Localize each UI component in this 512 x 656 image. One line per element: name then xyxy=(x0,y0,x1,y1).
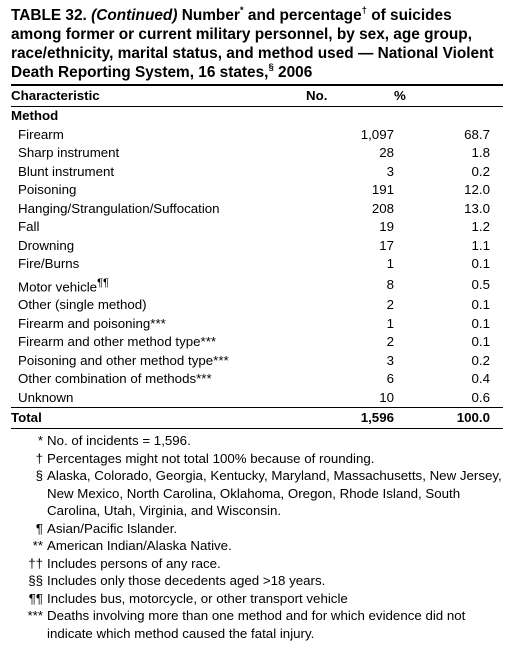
row-label-text: Firearm xyxy=(18,126,64,142)
row-label-text: Unknown xyxy=(18,389,74,405)
table-row xyxy=(11,255,503,274)
table-row xyxy=(11,163,503,182)
column-header-no: No. xyxy=(306,88,328,103)
total-row xyxy=(11,408,503,428)
footnote xyxy=(11,572,503,590)
title-text-c: of suicides among former or current military personnel, by sex, age group, race/ethnicity, marital status, and method used — National Violent Death Reporting System, 16 states, xyxy=(11,7,494,81)
table-row xyxy=(11,144,503,163)
table-row xyxy=(11,218,503,237)
footnote-mark: §§ xyxy=(28,573,43,589)
row-no: 3 xyxy=(386,163,394,179)
column-header-row xyxy=(11,86,503,106)
row-label xyxy=(11,200,306,219)
footnote xyxy=(11,537,503,555)
row-label xyxy=(11,218,306,237)
row-pct: 0.5 xyxy=(471,276,490,292)
title-text-b: and percentage xyxy=(247,7,362,24)
table-row xyxy=(11,352,503,371)
title-footnote-mark: † xyxy=(361,4,367,16)
row-pct: 0.4 xyxy=(471,371,490,387)
row-label-text: Fire/Burns xyxy=(18,256,80,271)
row-label xyxy=(11,274,306,297)
table-row xyxy=(11,237,503,256)
row-label xyxy=(11,315,306,334)
footnote-text: American Indian/Alaska Native. xyxy=(47,538,232,554)
total-label: Total xyxy=(11,410,42,426)
row-no: 3 xyxy=(386,352,394,368)
table-row xyxy=(11,315,503,334)
row-label-text: Drowning xyxy=(18,237,75,253)
total-no: 1,596 xyxy=(360,410,394,426)
row-pct: 1.8 xyxy=(471,145,490,160)
table-row xyxy=(11,181,503,200)
row-label xyxy=(11,333,306,352)
table-row xyxy=(11,126,503,145)
row-no: 8 xyxy=(386,276,394,292)
group-row xyxy=(11,107,503,126)
footnote-text: Includes bus, motorcycle, or other transport vehicle xyxy=(47,590,348,606)
title-text-a: Number xyxy=(181,7,240,24)
row-label-text: Blunt instrument xyxy=(18,163,115,179)
data-table xyxy=(11,86,503,429)
row-pct: 0.2 xyxy=(471,163,490,179)
table-row xyxy=(11,200,503,219)
footnote-mark: ¶ xyxy=(35,520,43,536)
row-pct: 1.2 xyxy=(471,219,490,234)
footnote-text: Includes persons of any race. xyxy=(47,555,221,571)
table-row xyxy=(11,370,503,389)
row-label-text: Firearm and other method type*** xyxy=(18,334,217,350)
row-label xyxy=(11,352,306,371)
footnote-mark: †† xyxy=(28,555,43,571)
footnote-mark: ** xyxy=(32,538,43,554)
row-label xyxy=(11,126,306,145)
footnote-text: No. of incidents = 1,596. xyxy=(47,433,191,449)
footnote-mark: † xyxy=(35,450,43,466)
column-header-characteristic: Characteristic xyxy=(11,88,100,103)
footnote xyxy=(11,607,503,642)
row-label-text: Hanging/Strangulation/Suffocation xyxy=(18,200,220,216)
footnote-text: Percentages might not total 100% because of rounding. xyxy=(47,450,375,466)
row-label-text: Other (single method) xyxy=(18,297,147,313)
title-footnote-mark: * xyxy=(239,4,244,16)
row-label-text: Fall xyxy=(18,219,40,234)
row-pct: 0.6 xyxy=(471,389,490,405)
row-label-text: Poisoning xyxy=(18,182,77,197)
footnote xyxy=(11,432,503,450)
row-pct: 13.0 xyxy=(464,200,490,216)
footnote-text: Deaths involving more than one method and for which evidence did not indicate which method caused the fatal injury. xyxy=(47,608,466,641)
continued-label: (Continued) xyxy=(91,7,178,24)
footnote-mark: *** xyxy=(27,608,43,624)
footnote xyxy=(11,467,503,520)
footnote-mark: * xyxy=(37,433,43,449)
row-no: 208 xyxy=(371,200,394,216)
row-label xyxy=(11,181,306,200)
table-row xyxy=(11,296,503,315)
row-no: 10 xyxy=(379,389,394,405)
total-pct: 100.0 xyxy=(456,410,490,426)
row-label-text: Motor vehicle xyxy=(18,278,98,294)
row-pct: 0.1 xyxy=(471,334,490,350)
row-label-text: Firearm and poisoning*** xyxy=(18,315,166,331)
footnote xyxy=(11,590,503,608)
group-label: Method xyxy=(11,108,59,123)
row-no: 6 xyxy=(386,371,394,387)
row-pct: 0.2 xyxy=(471,352,490,368)
row-label xyxy=(11,370,306,389)
table-row xyxy=(11,389,503,408)
row-pct: 0.1 xyxy=(471,315,490,331)
row-label-text: Other combination of methods*** xyxy=(18,371,212,387)
row-label xyxy=(11,144,306,163)
footnote-mark: § xyxy=(35,468,43,484)
row-no: 2 xyxy=(386,334,394,350)
row-pct: 1.1 xyxy=(471,237,490,253)
title-footnote-mark: § xyxy=(268,61,274,73)
row-pct: 12.0 xyxy=(464,182,490,197)
row-no: 19 xyxy=(379,219,394,234)
title-text-d: 2006 xyxy=(278,64,313,81)
row-label xyxy=(11,163,306,182)
row-pct: 68.7 xyxy=(464,126,490,142)
footnote xyxy=(11,520,503,538)
footnote-text: Includes only those decedents aged >18 years. xyxy=(47,573,326,589)
row-label xyxy=(11,255,306,274)
row-no: 28 xyxy=(379,145,394,160)
table-row xyxy=(11,333,503,352)
column-header-pct: % xyxy=(394,88,406,103)
row-label xyxy=(11,296,306,315)
footnote-text: Alaska, Colorado, Georgia, Kentucky, Maryland, Massachusetts, New Jersey, New Mexico, North Carolina, Oklahoma, Oregon, Rhode Island, South Carolina, Utah, Virginia, and Wisconsin. xyxy=(47,468,502,519)
row-no: 191 xyxy=(371,182,394,197)
table-title xyxy=(11,6,503,82)
footnote-text: Asian/Pacific Islander. xyxy=(47,520,178,536)
footnote-mark: ¶¶ xyxy=(28,590,43,606)
row-label xyxy=(11,237,306,256)
footnote xyxy=(11,555,503,573)
row-no: 1 xyxy=(386,315,394,331)
row-pct: 0.1 xyxy=(471,297,490,313)
row-label-text: Poisoning and other method type*** xyxy=(18,352,229,368)
row-no: 1,097 xyxy=(360,126,394,142)
footnote xyxy=(11,450,503,468)
table-number: TABLE 32. xyxy=(11,7,87,24)
row-no: 1 xyxy=(386,256,394,271)
row-footnote-mark: ¶¶ xyxy=(97,276,109,289)
row-no: 2 xyxy=(386,297,394,313)
footnotes xyxy=(11,432,503,642)
total-bottom-rule xyxy=(11,428,503,429)
row-label xyxy=(11,389,306,408)
row-no: 17 xyxy=(379,237,394,253)
row-label-text: Sharp instrument xyxy=(18,145,120,160)
row-pct: 0.1 xyxy=(471,256,490,271)
table-row xyxy=(11,274,503,297)
